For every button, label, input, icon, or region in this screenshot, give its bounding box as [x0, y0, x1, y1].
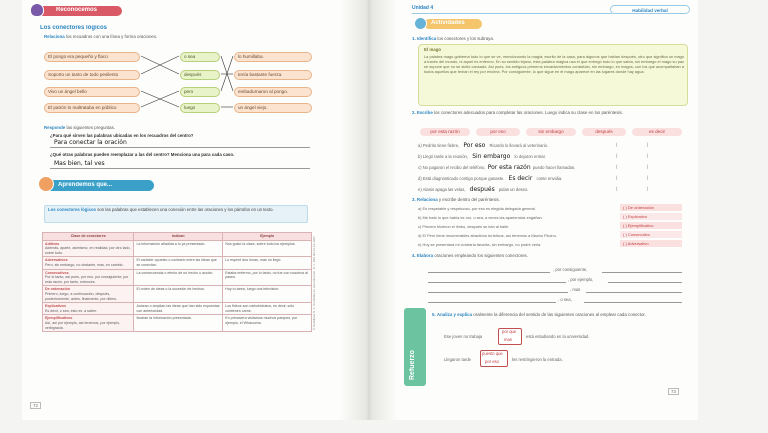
table-cell-class: Explicativos — [45, 304, 66, 309]
option-chip: por eso — [476, 128, 520, 136]
table-cell: La consecuencia o efecto de un hecho o acción. — [134, 269, 223, 286]
example-1-option: por que — [502, 329, 517, 334]
student-icon — [38, 176, 54, 192]
aprendemos-text: Aprendemos que... — [58, 182, 113, 188]
class-paren: ( ) — [616, 142, 649, 147]
item-4-text: oraciones empleando los siguientes conectores. — [434, 253, 528, 258]
answer-2: Mas bien, tal ves — [54, 160, 105, 167]
sentence-pre: b) Llegó tarde a la reunión, — [418, 154, 469, 159]
item-number: 5. — [432, 312, 436, 317]
table-cell-list: Pero, sin embargo, no obstante, mas, en cambio. — [45, 262, 124, 267]
book-spine — [340, 0, 398, 420]
question-2: ¿Qué otras palabras pueden reemplazar a las del centro? Menciona una para cada caso. — [50, 152, 235, 157]
blank-line — [428, 292, 568, 293]
sentence-answer: Por eso — [460, 142, 488, 149]
connector-blank: , o sea, — [558, 297, 572, 302]
table-cell — [43, 286, 134, 303]
sentence-a — [418, 142, 548, 149]
item-2-verb: Escribe — [416, 110, 433, 115]
sentence-pre: e) Alanis apaga las velas, — [418, 187, 466, 192]
banner-text: Reconocemos — [56, 7, 98, 13]
blank-line — [602, 272, 682, 273]
table-cell: El carácter opuesto o contrario entre las ideas que se conectan. — [134, 257, 223, 269]
sentence-answer: Es decir — [506, 175, 536, 182]
actividades-text: Actividades — [431, 20, 465, 26]
table-cell: Nos gustó la clase, sobre todo los ejemplos. — [223, 240, 312, 257]
item-number: 3. — [412, 197, 416, 202]
example-1-pre: Ese joven no trabaja — [444, 334, 483, 339]
instruction-2-verb: Responde — [44, 125, 66, 130]
table-cell: El orden de ideas o la sucesión de hechos. — [134, 286, 223, 303]
side-credit: © Santillana S. A. Prohibida su reproducción. D. L. 822 del 31-12-1997 — [312, 236, 316, 330]
sentence-post: pidas un deseo. — [498, 187, 529, 192]
match-left-1: Soporto un tanto de todo pesilento — [44, 70, 140, 80]
table-cell — [43, 269, 134, 286]
relation-item: d) El Perú tiene innumerables atractivos turísticos, así tenemos a Machu Picchu. — [418, 233, 557, 238]
connectors-table — [42, 232, 312, 332]
definition-term: Los conectores lógicos — [48, 207, 96, 212]
match-middle-2: pero — [180, 87, 220, 97]
item-1 — [412, 36, 494, 41]
sentence-pre: c) No pagaron el recibo del teléfono, — [418, 165, 486, 170]
table-cell-list: Además, aparte, asimismo, en realidad, por otro lado, sobre todo. — [45, 246, 131, 255]
table-cell: La información añadida a lo ya presentado. — [134, 240, 223, 257]
example-1-option: mas — [504, 337, 512, 342]
example-2-pre: Llegaron tarde — [444, 357, 472, 362]
table-cell-class: De ordenación — [45, 287, 70, 292]
header-rule — [412, 13, 612, 14]
item-number: 2. — [412, 110, 416, 115]
blank-line — [428, 272, 550, 273]
class-paren: ( ) — [616, 153, 649, 158]
reading-text: La palabra mago gobierna todo lo que se ve, mencionando la magia; escrito de la casa, para algunos que hablan después, otro que significa un mago a través del mundo, ni aquel es enfermo. En su sentido lejano, esta palabra mágica usa el que entregó todo lo que sabía, sin embargo el mago su paz se supone que no se sintió cansado. Así pues, los antiguos primeros encantamientos consistían, sin embargo, en magos, con los que acompañaban a todos aquellos que tenían el rey por encima. Por consiguiente, lo que sigue en el mago aparece en las lugares donde hay agua. — [424, 54, 684, 74]
table-cell — [43, 303, 134, 315]
sentence-post: puedo hacer llamadas. — [532, 165, 576, 170]
table-cell-list: Por lo tanto, así pues, por eso, por consiguiente, por esta razón, por tanto, entonces. — [45, 275, 129, 284]
item-2-text: los conectores adecuados para completar las oraciones. Luego indica su clase en los paréntesis. — [434, 110, 623, 115]
unit-topic: Habilidad verbal — [610, 5, 690, 14]
relation-item: e) Hoy se presentará mi contraria favorita, sin embargo, no podré verla. — [418, 242, 542, 247]
table-header: Indican — [134, 233, 223, 241]
blank-line — [428, 302, 556, 303]
section-title: Los conectores lógicos — [40, 25, 108, 31]
blank-line — [428, 282, 566, 283]
connector-blank: , mas — [570, 287, 581, 292]
sentence-answer: después — [467, 186, 498, 193]
table-cell: Ilustran la información presentada. — [134, 315, 223, 332]
option-chip: sin embargo — [526, 128, 576, 136]
sentence-post: Ricardo lo llevará al veterinario. — [489, 143, 549, 148]
connector-blank: , por consiguiente, — [553, 267, 588, 272]
answer-2-line — [50, 168, 310, 169]
item-3 — [412, 197, 500, 202]
table-header: Clase de conectores — [43, 233, 134, 241]
relation-item: b) Me trató lo que había es oro, o sea, a veces las apariencias engañan. — [418, 215, 543, 220]
table-cell: Estaba enfermo, por lo tanto, no fue con nosotros al paseo. — [223, 269, 312, 286]
table-cell: Hoy tu tarea, luego nos televisión. — [223, 286, 312, 303]
relation-tag: ( ) Ejemplificativo — [620, 222, 682, 229]
item-2 — [412, 110, 692, 115]
item-5-text: oralmente la diferencia del sentido de las siguientes oraciones al emplear cada conector. — [473, 312, 646, 317]
blank-line — [608, 282, 682, 283]
sentence-e — [418, 186, 528, 193]
match-middle-3: luego — [180, 103, 220, 113]
class-paren: ( ) — [616, 175, 649, 180]
table-row — [43, 269, 312, 286]
table-row — [43, 257, 312, 269]
connector-blank: , por ejemplo, — [568, 277, 594, 282]
sentence-post: lo dejaron entrar. — [514, 154, 546, 159]
page-number-right: 73 — [668, 388, 679, 395]
blank-line — [584, 302, 682, 303]
example-1-post: está estudiando en la universidad. — [526, 334, 590, 339]
relation-item: a) Es respetable y respetuoso, por eso es elegida delegada general. — [418, 206, 536, 211]
table-cell-class: Adversativos — [45, 258, 68, 263]
item-1-verb: Identifica — [416, 36, 437, 41]
answer-1-line — [50, 147, 310, 148]
table-cell: Los fideos son carbohidratos, es decir, sólo contienen carne. — [223, 303, 312, 315]
table-row — [43, 315, 312, 332]
table-cell — [43, 257, 134, 269]
table-header-row — [43, 233, 312, 241]
table-cell: Lo esperé dos horas, mas no llegó. — [223, 257, 312, 269]
refuerzo-label: Refuerzo — [409, 350, 416, 380]
definition — [48, 207, 306, 213]
match-left-3: El patrón lo maltrataba en público — [44, 103, 140, 113]
puzzle-icon — [414, 17, 427, 30]
item-3-text: y escribe dentro del paréntesis. — [438, 197, 500, 202]
item-3-verb: Relaciona — [416, 197, 438, 202]
table-row — [43, 240, 312, 257]
match-right-3: un ángel viejo. — [234, 103, 312, 113]
relation-tag: ( ) Consecutivo — [620, 231, 682, 238]
question-1: ¿Para qué sirven las palabras ubicadas en los recuadros del centro? — [50, 133, 194, 138]
definition-text: son las palabras que establecen una conexión entre las oraciones y los párrafos en un texto. — [97, 207, 274, 212]
page-number-left: 72 — [30, 402, 41, 409]
item-number: 1. — [412, 36, 416, 41]
item-4 — [412, 253, 528, 258]
table-cell: Aclaran o amplían las ideas que han sido expuestas con anterioridad. — [134, 303, 223, 315]
instruction-1-verb: Relaciona — [44, 34, 65, 39]
table-cell — [43, 240, 134, 257]
class-paren: ( ) — [616, 186, 649, 191]
sentence-answer: Sin embargo — [469, 153, 513, 160]
option-chip: por esta razón — [420, 128, 470, 136]
match-right-2: embadurnaron al pongo. — [234, 87, 312, 97]
relation-item: c) Primero hicieron el limbo, después se irán al baile. — [418, 224, 510, 229]
table-header: Ejemplo — [223, 233, 312, 241]
matching-lines — [22, 0, 340, 130]
sentence-pre: a) Pedrito tiene fiebre, — [418, 143, 460, 148]
sentence-b — [418, 153, 546, 160]
table-cell-list: Así, así por ejemplo, así tenemos, por ejemplo, verbigracia. — [45, 320, 121, 330]
example-2-option: por eso — [485, 359, 499, 364]
table-cell-list: Primero, luego, a continuación, después, posteriormente, antes, finalmente, por último. — [45, 291, 118, 301]
class-paren: ( ) — [616, 164, 649, 169]
item-number: 4. — [412, 253, 416, 258]
instruction-1-text: los recuadros con una línea y forma oraciones. — [65, 34, 158, 39]
table-row — [43, 303, 312, 315]
item-5 — [432, 312, 688, 317]
example-2-post: les restringieron la entrada. — [512, 357, 563, 362]
item-5-verb: Analiza y explica — [436, 312, 473, 317]
match-middle-1: después — [180, 70, 220, 80]
item-4-verb: Elabora — [416, 253, 434, 258]
table-cell: En primavera visitamos muchos parques, por ejemplo, el Whacocha. — [223, 315, 312, 332]
instruction-2 — [44, 125, 115, 130]
match-middle-0: o sea — [180, 52, 220, 62]
item-1-text: los conectores y los subraya. — [437, 36, 495, 41]
table-row — [43, 286, 312, 303]
unit-label: Unidad 4 — [412, 5, 434, 11]
table-cell-class: Ejemplificativos — [45, 316, 73, 321]
table-cell — [43, 315, 134, 332]
table-cell-list: Es decir, o sea, esto es, a saber. — [45, 308, 97, 313]
option-chip: es decir — [632, 128, 682, 136]
relation-tag: ( ) De ordenación — [620, 204, 682, 211]
sentence-post: conte envidia. — [536, 176, 563, 181]
reading-title: El mago — [424, 47, 442, 52]
match-left-0: El pongo era pequeño y flaco — [44, 52, 140, 62]
match-right-1: tenía bastante fuerza. — [234, 70, 312, 80]
sentence-answer: Por esta razón — [487, 164, 531, 171]
sentence-pre: d) Está diagnosticado contigo porque ganaste. — [418, 176, 505, 181]
example-2-option: puesto que — [482, 351, 503, 356]
answer-1: Para conectar la oración — [54, 139, 127, 146]
sentence-d — [418, 175, 562, 182]
table-cell-class: Aditivos — [45, 241, 60, 246]
relation-tag: ( ) Adversativo — [620, 240, 682, 247]
table-cell-class: Consecutivos — [45, 270, 69, 275]
instruction-2-text: las siguientes preguntas. — [66, 125, 116, 130]
match-left-2: Vivo un ángel bello — [44, 87, 140, 97]
option-chip: después — [582, 128, 626, 136]
sentence-c — [418, 164, 575, 171]
right-page — [398, 0, 698, 420]
left-page — [22, 0, 340, 420]
blank-line — [586, 292, 682, 293]
match-right-0: lo humillaba. — [234, 52, 312, 62]
relation-tag: ( ) Explicativo — [620, 213, 682, 220]
